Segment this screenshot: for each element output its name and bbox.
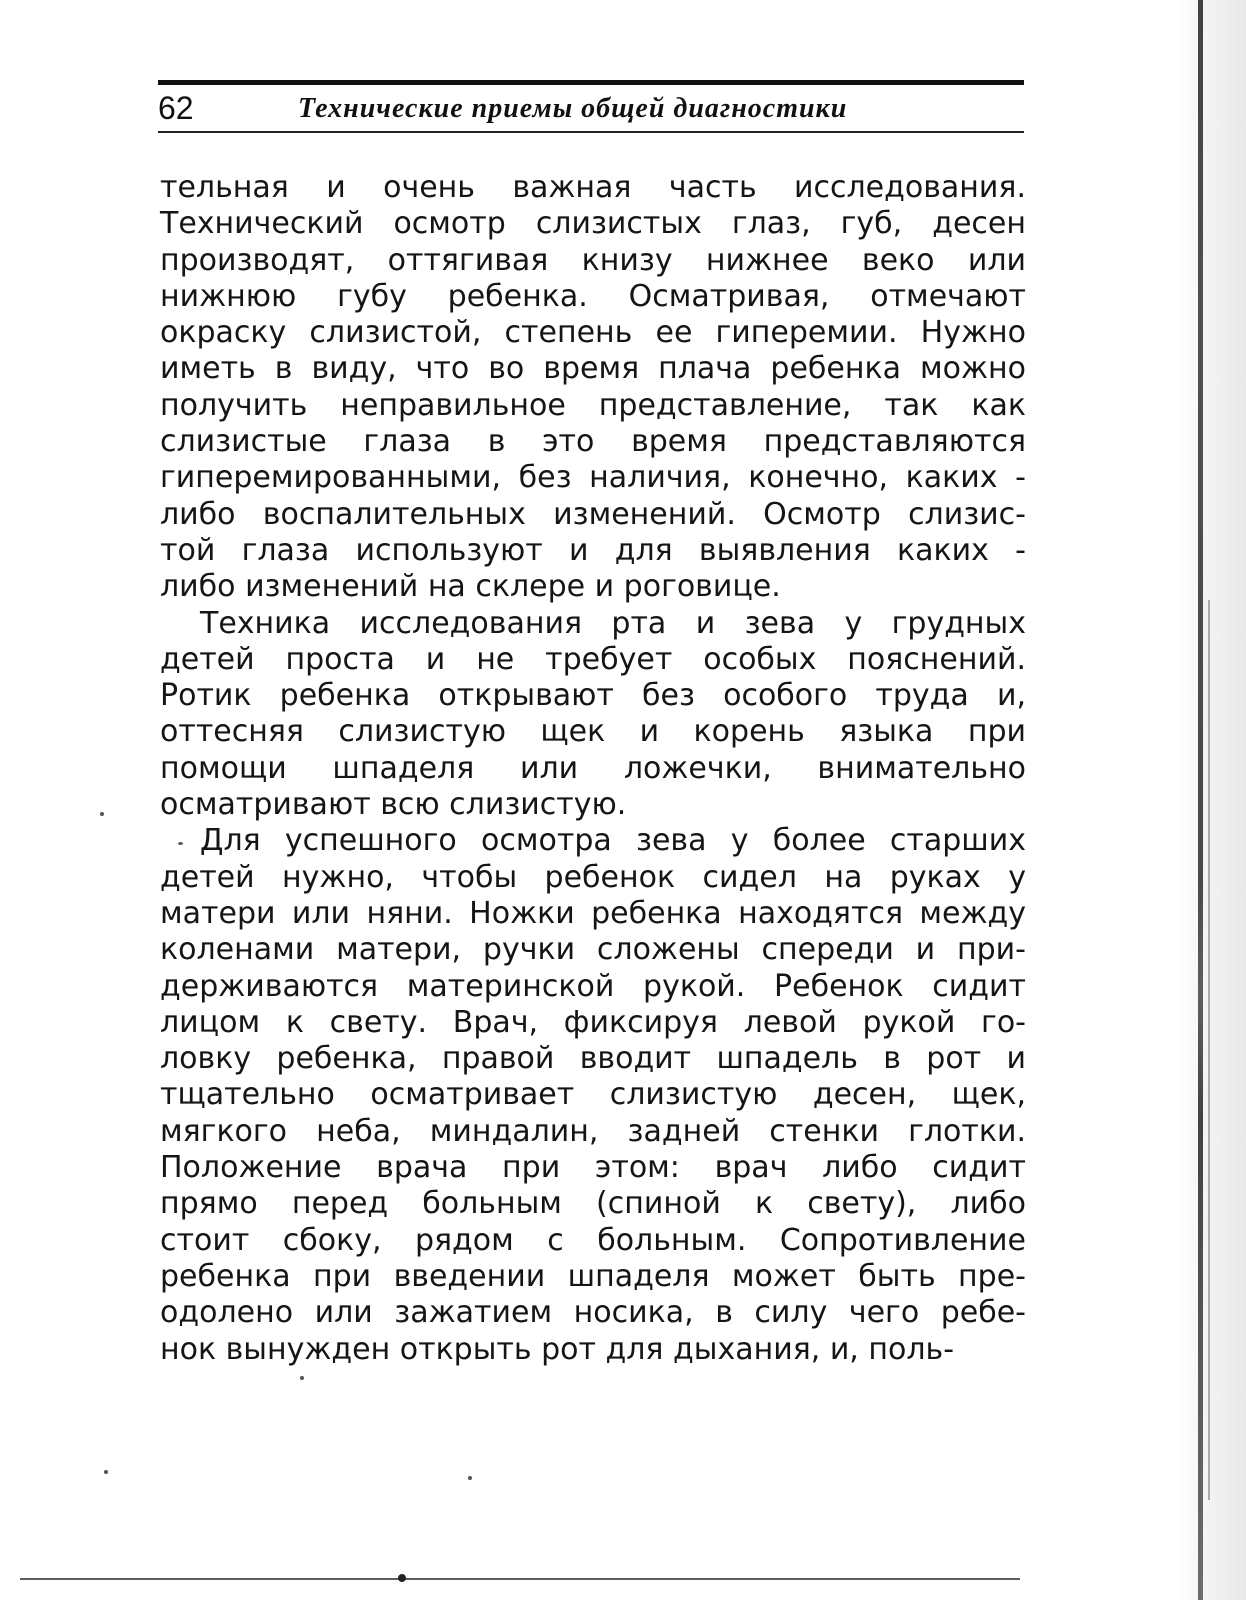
paragraph <box>160 606 1026 824</box>
paragraph <box>160 170 1026 606</box>
scan-speck <box>178 842 183 845</box>
text-line: производят, оттягивая книзу нижнее веко или <box>160 242 1026 278</box>
text-line: Положение врача при этом: врач либо сидит <box>160 1150 1026 1186</box>
header-bottom-rule <box>158 131 1024 133</box>
text-line: прямо перед больным (спиной к свету), либо <box>160 1186 1026 1222</box>
text-line: одолено или зажатием носика, в силу чего ребе- <box>160 1295 1026 1331</box>
text-line: тщательно осматривает слизистую десен, щек, <box>160 1077 1026 1113</box>
header-top-rule <box>158 80 1024 85</box>
text-line: нок вынужден открыть рот для дыхания, и, поль- <box>160 1331 955 1367</box>
text-line: матери или няни. Ножки ребенка находятся между <box>160 895 1026 931</box>
text-line: Техника исследования рта и зева у грудных <box>200 605 1026 641</box>
text-line: нижнюю губу ребенка. Осматривая, отмечают <box>160 278 1026 314</box>
text-line: слизистые глаза в это время представляются <box>160 424 1026 460</box>
body-text <box>160 170 1026 1368</box>
text-line: ребенка при введении шпаделя может быть пре- <box>160 1258 1026 1294</box>
text-line: иметь в виду, что во время плача ребенка можно <box>160 351 1026 387</box>
scan-speck <box>468 1476 472 1480</box>
scan-speck <box>100 812 104 816</box>
text-line: получить неправильное представление, так как <box>160 387 1026 423</box>
text-line: оттесняя слизистую щек и корень языка при <box>160 714 1026 750</box>
text-line: помощи шпаделя или ложечки, внимательно <box>160 750 1026 786</box>
text-line: гиперемированными, без наличия, конечно, каких - <box>160 460 1026 496</box>
text-line: осматривают всю слизистую. <box>160 787 627 823</box>
footer-scan-rule <box>20 1578 1020 1580</box>
text-line: коленами матери, ручки сложены спереди и при- <box>160 932 1026 968</box>
text-line: ловку ребенка, правой вводит шпадель в рот и <box>160 1041 1026 1077</box>
text-line: Для успешного осмотра зева у более старших <box>200 823 1026 859</box>
scan-edge-shadow <box>1178 0 1246 1600</box>
footer-scan-mark <box>398 1574 406 1582</box>
text-line: Технический осмотр слизистых глаз, губ, десен <box>160 206 1026 242</box>
text-line: окраску слизистой, степень ее гиперемии. Нужно <box>160 315 1026 351</box>
text-line: либо воспалительных изменений. Осмотр слизис- <box>160 496 1026 532</box>
scan-binding-line-secondary <box>1208 600 1210 1500</box>
text-line: мягкого неба, миндалин, задней стенки глотки. <box>160 1113 1026 1149</box>
text-line: тельная и очень важная часть исследования. <box>160 170 1026 205</box>
page-header <box>158 88 1024 130</box>
running-head: Технические приемы общей диагностики <box>298 93 848 124</box>
text-line: детей нужно, чтобы ребенок сидел на руках у <box>160 859 1026 895</box>
text-line: детей проста и не требует особых пояснений. <box>160 641 1026 677</box>
scan-speck <box>300 1376 304 1380</box>
text-line: стоит сбоку, рядом с больным. Сопротивление <box>160 1222 1026 1258</box>
scan-speck <box>104 1470 108 1474</box>
text-line: лицом к свету. Врач, фиксируя левой рукой го- <box>160 1004 1026 1040</box>
paragraph <box>160 823 1026 1367</box>
text-line: держиваются материнской рукой. Ребенок сидит <box>160 968 1026 1004</box>
scan-binding-line <box>1198 0 1203 1600</box>
text-line: либо изменений на склере и роговице. <box>160 569 781 605</box>
text-line: Ротик ребенка открывают без особого труда и, <box>160 678 1026 714</box>
page-number: 62 <box>158 90 194 126</box>
text-line: той глаза используют и для выявления каких - <box>160 532 1026 568</box>
